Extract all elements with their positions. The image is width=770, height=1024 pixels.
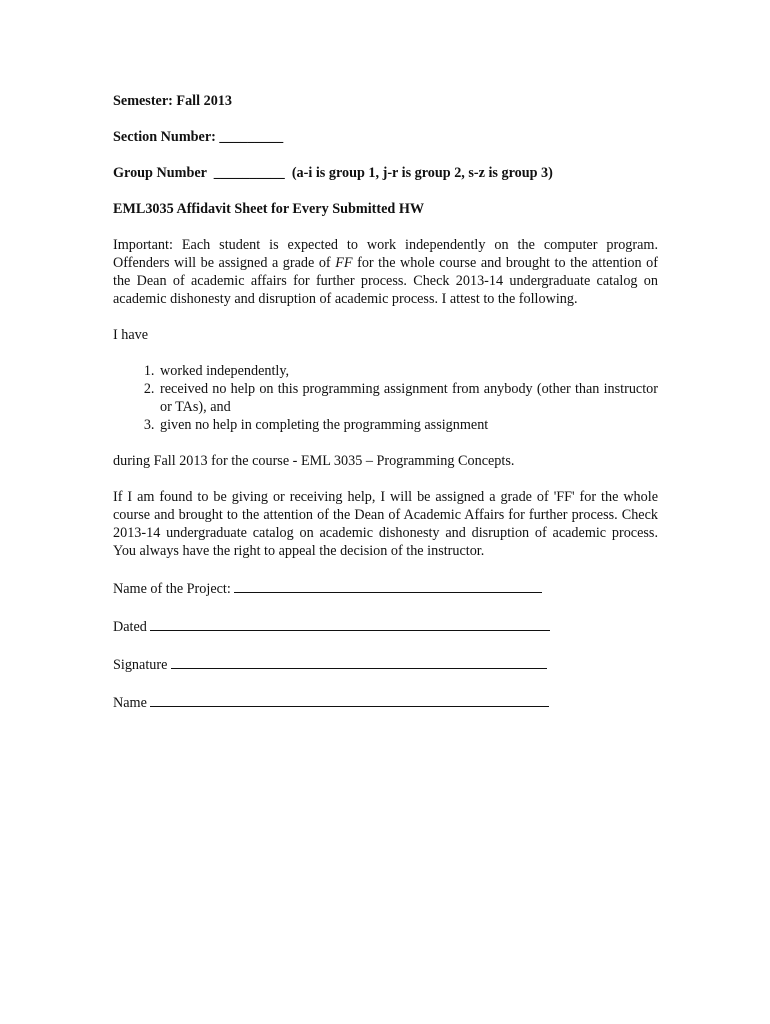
semester-line: Semester: Fall 2013 [113, 93, 232, 109]
important-text-end: for the whole course and brought to the attention of the Dean of academic affairs for further process. Check 2013-14 undergraduate catalog on academic dishonesty and disruption of academic process. I attest to the following. [113, 255, 658, 307]
dated-blank [150, 616, 550, 631]
important-text-start: Important: Each student is expected to work independently on the computer program. Offenders will be assigned a grade of [113, 237, 658, 271]
important-paragraph [113, 236, 658, 308]
group-number-blank: __________ [213, 165, 285, 181]
dated-field [113, 616, 658, 636]
group-assignment-note: (a-i is group 1, j-r is group 2, s-z is group 3) [291, 165, 553, 181]
course-line: during Fall 2013 for the course - EML 3035 – Programming Concepts. [113, 453, 515, 469]
project-name-label: Name of the Project: [113, 581, 231, 597]
project-name-field [113, 578, 658, 598]
consequence-paragraph: If I am found to be giving or receiving help, I will be assigned a grade of 'FF' for the whole course and brought to the attention of the Dean of Academic Affairs for further process. Check 2013-14 undergraduate catalog on academic dishonesty and disruption of academic process. You always have the right to appeal the decision of the instructor. [113, 489, 658, 559]
dated-label: Dated [113, 619, 147, 635]
signature-field [113, 654, 658, 674]
name-label: Name [113, 695, 147, 711]
important-grade: FF [335, 255, 353, 271]
section-number-line: Section Number: _________ [113, 129, 284, 145]
group-number-label: Group Number [113, 165, 207, 181]
list-item: 3. given no help in completing the programming assignment [158, 416, 658, 434]
signature-label: Signature [113, 657, 168, 673]
document-title: EML3035 Affidavit Sheet for Every Submitted HW [113, 201, 425, 217]
name-blank [150, 692, 549, 707]
name-field [113, 692, 658, 712]
list-item: 1. worked independently, [158, 362, 658, 380]
i-have-line: I have [113, 327, 149, 343]
list-item: 2. received no help on this programming assignment from anybody (other than instructor or TAs), and [158, 380, 658, 416]
project-name-blank [234, 578, 542, 593]
attestation-list [113, 362, 658, 434]
group-number-line [113, 164, 658, 182]
affidavit-document [113, 92, 658, 730]
signature-blank [171, 654, 547, 669]
